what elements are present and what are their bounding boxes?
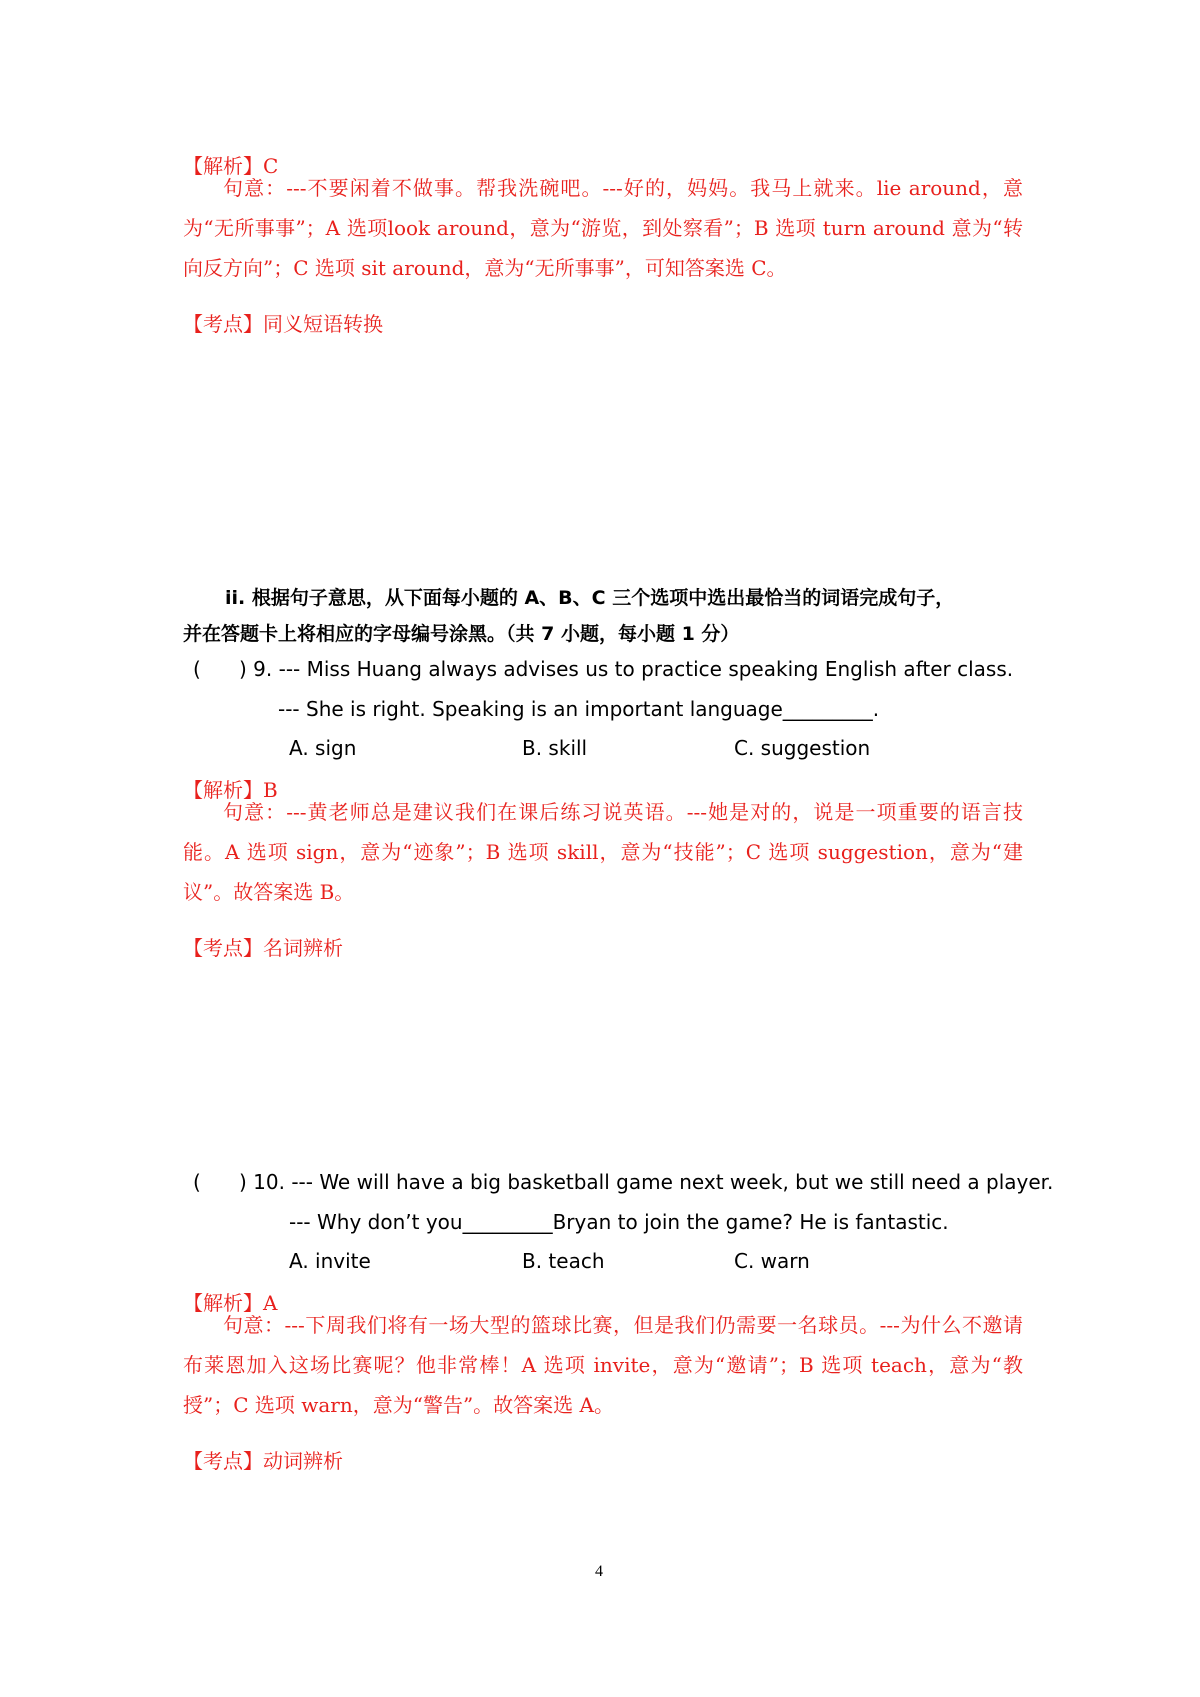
q9-option-c: C. suggestion <box>734 736 871 760</box>
section-instruction-line2: 并在答题卡上将相应的字母编号涂黑。（共 7 小题，每小题 1 分） <box>183 623 740 645</box>
point-label: 【考点】同义短语转换 <box>183 312 383 336</box>
q9-answer-label: 【解析】B <box>183 778 278 802</box>
q10-point-label: 【考点】动词辨析 <box>183 1449 343 1473</box>
q10-explanation: 句意：---下周我们将有一场大型的篮球比赛，但是我们仍需要一名球员。---为什么不邀请布莱恩加入这场比赛呢？他非常棒！A 选项 invite，意为“邀请”；B 选项 teach，意为“教授”；C 选项 warn，意为“警告”。故答案选 A。 <box>183 1313 1023 1417</box>
q10-option-b: B. teach <box>522 1249 605 1273</box>
q9-option-a: A. sign <box>289 736 357 760</box>
q10-option-c: C. warn <box>734 1249 810 1273</box>
q10-option-a: A. invite <box>289 1249 371 1273</box>
q9-answer-paren: ( <box>193 657 201 681</box>
q9-stem: ) 9. --- Miss Huang always advises us to practice speaking English after class. <box>239 657 1014 681</box>
q10-answer-paren: ( <box>193 1170 201 1194</box>
q9-response: --- She is right. Speaking is an important language_________. <box>278 697 880 721</box>
q10-stem: ) 10. --- We will have a big basketball game next week, but we still need a player. <box>239 1170 1054 1194</box>
q10-answer-label: 【解析】A <box>183 1291 278 1315</box>
q9-option-b: B. skill <box>522 736 588 760</box>
page-number: 4 <box>595 1563 603 1580</box>
q9-point-label: 【考点】名词辨析 <box>183 936 343 960</box>
answer-label: 【解析】C <box>183 154 279 178</box>
q9-explanation: 句意：---黄老师总是建议我们在课后练习说英语。---她是对的，说是一项重要的语言技能。A 选项 sign，意为“迹象”；B 选项 skill，意为“技能”；C 选项 suggestion，意为“建议”。故答案选 B。 <box>183 800 1023 904</box>
q10-response: --- Why don’t you_________Bryan to join the game? He is fantastic. <box>289 1210 949 1234</box>
section-instruction-line1: ii. 根据句子意思，从下面每小题的 A、B、C 三个选项中选出最恰当的词语完成句子， <box>225 587 955 609</box>
explanation-text: 句意：---不要闲着不做事。帮我洗碗吧。---好的，妈妈。我马上就来。lie around，意为“无所事事”；A 选项look around，意为“游览，到处察看”；B 选项 turn around 意为“转向反方向”；C 选项 sit around，意为“无所事事”，可知答案选 C。 <box>183 176 1023 280</box>
